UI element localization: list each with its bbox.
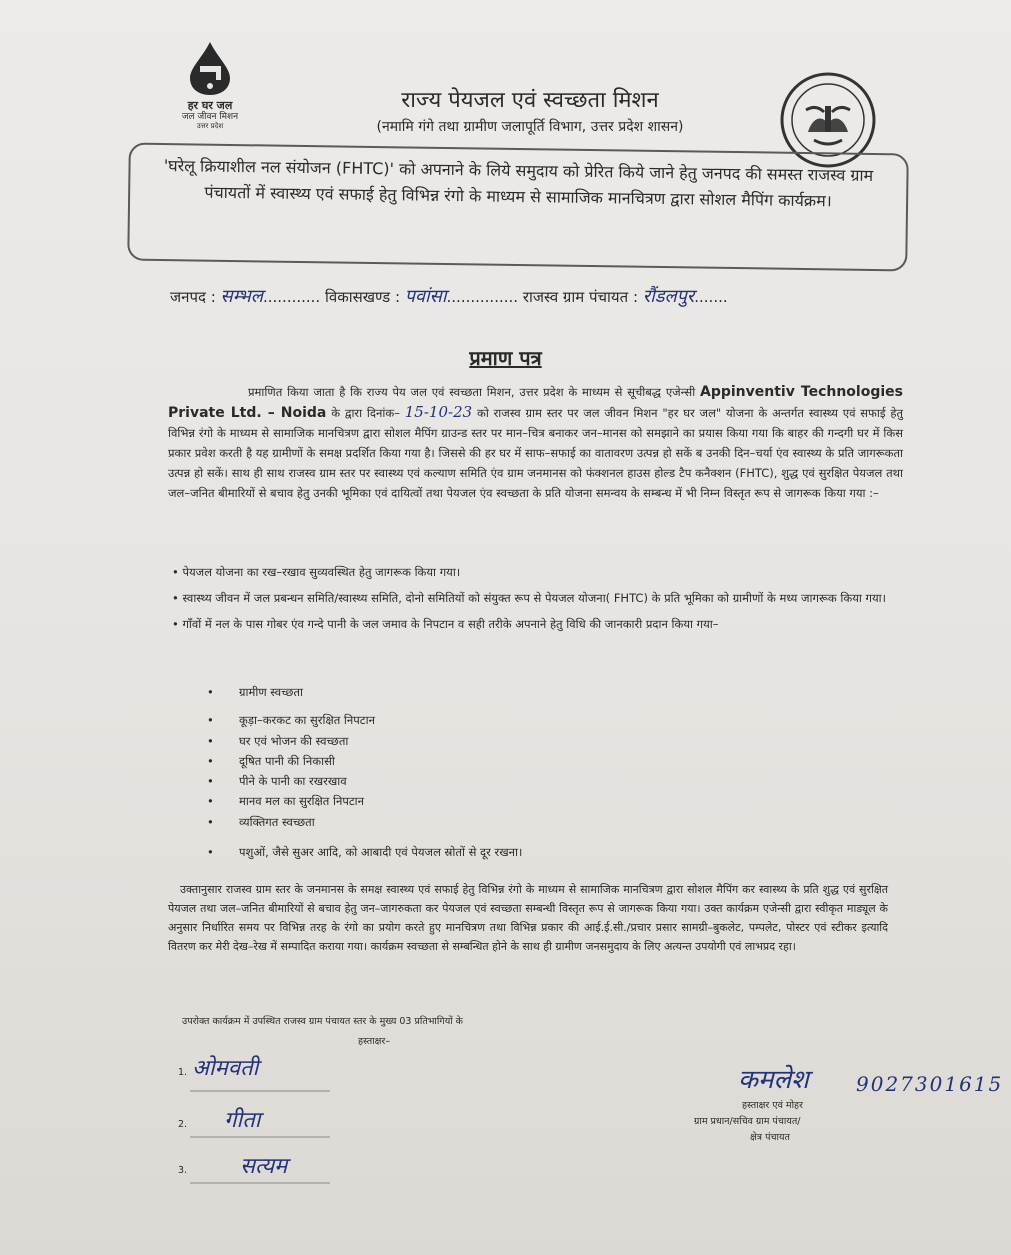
logo-text-3: उत्तर प्रदेश [196, 122, 224, 130]
har-ghar-jal-logo [160, 40, 260, 131]
mission-title: राज्य पेयजल एवं स्वच्छता मिशन [401, 88, 659, 113]
last-point: • पशुओं, जैसे सुअर आदि, को आबादी एवं पेयजल स्रोतों से दूर रखना। [207, 842, 522, 862]
point-3: • गाँवों में नल के पास गोबर एंव गन्दे पानी के जल जमाव के निपटान व सही तरीके अपनाने हेतु विधि की जानकारी प्रदान किया गया– [172, 617, 719, 631]
signatory-signature: कमलेश [738, 1065, 809, 1095]
list-item: • दूषित पानी की निकासी [207, 751, 375, 771]
hygiene-list [207, 682, 375, 832]
participant-2: 2. गीता [178, 1108, 261, 1133]
signatory-phone: 9027301615 [856, 1072, 1004, 1096]
certificate-paragraph: प्रमाणित किया जाता है कि राज्य पेय जल एवं स्वच्छता मिशन, उत्तर प्रदेश के माध्यम से सूचीबद्ध एजेन्सी Appinventiv Technologies Private Ltd. – Noida के द्वारा दिनांक– 15-10-23 को राजस्व ग्राम स्तर पर जल जीवन मिशन "हर घर जल" योजना के अन्तर्गत स्वास्थ्य एवं सफाई हेतु विभिन्न रंगो के माध्यम से सामाजिक मानचित्रण द्वारा सोशल मैपिंग ग्राउन्ड स्तर पर मान–चित्र बनाकर जन–मानस को समझाने का प्रयास किया गया कि बाहर की गन्दगी घर में किस प्रकार प्रवेश करती है यह ग्रामीणों के समक्ष प्रदर्शित किया गया है। जिससे की हर घर में साफ–सफाई का वातावरण उत्पन्न हो सकें ब उनकी दिन–चर्या एंव स्वास्थ्य के प्रति जागरूकता उत्पन्न हो सकें। साथ ही साथ राजस्व ग्राम स्तर पर स्वास्थ्य एवं कल्याण समिति एंव ग्राम जनमानस को फंक्शनल हाउस होल्ड टैप कनैक्शन (FHTC), शुद्ध एवं सुरक्षित पेयजल तथा जल–जनित बीमारियों से बचाव हेतु उनकी भूमिका एवं दायित्वों तथा पेयजल एंव स्वच्छता के प्रति योजना समन्वय के सम्बन्ध में भी निम्न विस्तृत रूप से जागरूक किया गया :– [168, 384, 904, 500]
signature-underline [190, 1134, 330, 1140]
water-drop-icon [180, 40, 240, 96]
participants-sign-label: हस्ताक्षर– [358, 1036, 391, 1047]
panchayat-label: राजस्व ग्राम पंचायत : [522, 288, 639, 306]
signatory-line-3: क्षेत्र पंचायत [750, 1132, 790, 1143]
panchayat-value: रौंडलपुर [642, 286, 695, 307]
list-item: • मानव मल का सुरक्षित निपटान [207, 791, 375, 811]
participants-note: उपरोक्त कार्यक्रम में उपस्थित राजस्व ग्राम पंचायत स्तर के मुख्य 03 प्रतिभागियों के [182, 1016, 463, 1027]
logo-text-2: जल जीवन मिशन [181, 112, 239, 122]
list-item: • ग्रामीण स्वच्छता [207, 682, 375, 702]
closing-paragraph: उक्तानुसार राजस्व ग्राम स्तर के जनमानस के समक्ष स्वास्थ्य एवं सफाई हेतु विभिन्न रंगो के माध्यम से सामाजिक मानचित्रण द्वारा सोशल मैपिंग कर स्वास्थ्य के प्रति शुद्ध एवं सुरक्षित पेयजल तथा जल–जनित बीमारियों से बचाव हेतु जन–जागरुकता कर पेयजल एवं स्वच्छता सम्बन्धी विस्तृत रूप से जागरूक किया गया। उक्त कार्यक्रम एजेन्सी द्वारा स्वीकृत माड्यूल के अनुसार निर्धारित समय पर विभिन्न तरह के रंगो का प्रयोग करते हुए मानचित्रण तथा विभिन्न प्रकार की आई.ई.सी./प्रचार प्रसार सामग्री–बुकलेट, पम्पलेट, पोस्टर एवं स्टीकर इत्यादि वितरण कर मेरी देख–रेख में सम्पादित कराया गया। कार्यक्रम स्वच्छता से सम्बन्धित होने के साथ ही ग्रामीण जनसमुदाय के लिए अत्यन्त उपयोगी एवं लाभप्रद रहा। [168, 883, 888, 953]
point-2: • स्वास्थ्य जीवन में जल प्रबन्धन समिति/स्वास्थ्य समिति, दोनो समितियों को संयुक्त रूप से पेयजल योजना( FHTC) के प्रति भूमिका को ग्रामीणों के मध्य जागरूक किया गया। [172, 591, 886, 605]
participant-1: 1. ओमवती [178, 1056, 259, 1081]
location-fields: जनपद : सम्भल............ विकासखण्ड : पवांसा............... राजस्व ग्राम पंचायत : रौंडलपुर....... [170, 286, 728, 307]
point-1: • पेयजल योजना का रख–रखाव सुव्यवस्थित हेतु जागरूक किया गया। [172, 565, 461, 579]
program-banner: 'घरेलू क्रियाशील नल संयोजन (FHTC)' को अपनाने के लिये समुदाय को प्रेरित किये जाने हेतु जनपद की समस्त राजस्व ग्राम पंचायतों में स्वास्थ्य एवं सफाई हेतु विभिन्न रंगो के माध्यम से सामाजिक मानचित्रण द्वारा सोशल मैपिंग कार्यक्रम। [127, 143, 909, 272]
program-date: 15-10-23 [404, 403, 473, 421]
list-item: • पीने के पानी का रखरखाव [207, 771, 375, 791]
participant-signature: गीता [224, 1108, 261, 1133]
participant-3: 3. सत्यम [178, 1154, 288, 1179]
signatory-line-1: हस्ताक्षर एवं मोहर [742, 1100, 803, 1111]
certificate-heading: प्रमाण पत्र [469, 346, 542, 370]
block-label: विकासखण्ड : [324, 288, 400, 306]
list-item: • घर एवं भोजन की स्वच्छता [207, 731, 375, 751]
block-value: पवांसा [404, 286, 447, 307]
participant-signature: ओमवती [192, 1056, 259, 1081]
signature-underline [190, 1088, 330, 1094]
list-item: • व्यक्तिगत स्वच्छता [207, 812, 375, 832]
logo-text-1: हर घर जल [187, 99, 233, 112]
district-label: जनपद : [170, 288, 216, 306]
mission-subtitle: (नमामि गंगे तथा ग्रामीण जलापूर्ति विभाग, उत्तर प्रदेश शासन) [376, 119, 684, 135]
district-value: सम्भल [220, 286, 263, 307]
awareness-points [172, 562, 902, 640]
signature-underline [190, 1180, 330, 1186]
signatory-line-2: ग्राम प्रधान/सचिव ग्राम पंचायत/ [694, 1116, 801, 1127]
list-item: • कूड़ा–करकट का सुरक्षित निपटान [207, 710, 375, 730]
participant-signature: सत्यम [240, 1154, 288, 1179]
agency-name: Appinventiv Technologies Private Ltd. – Noida [168, 384, 903, 421]
